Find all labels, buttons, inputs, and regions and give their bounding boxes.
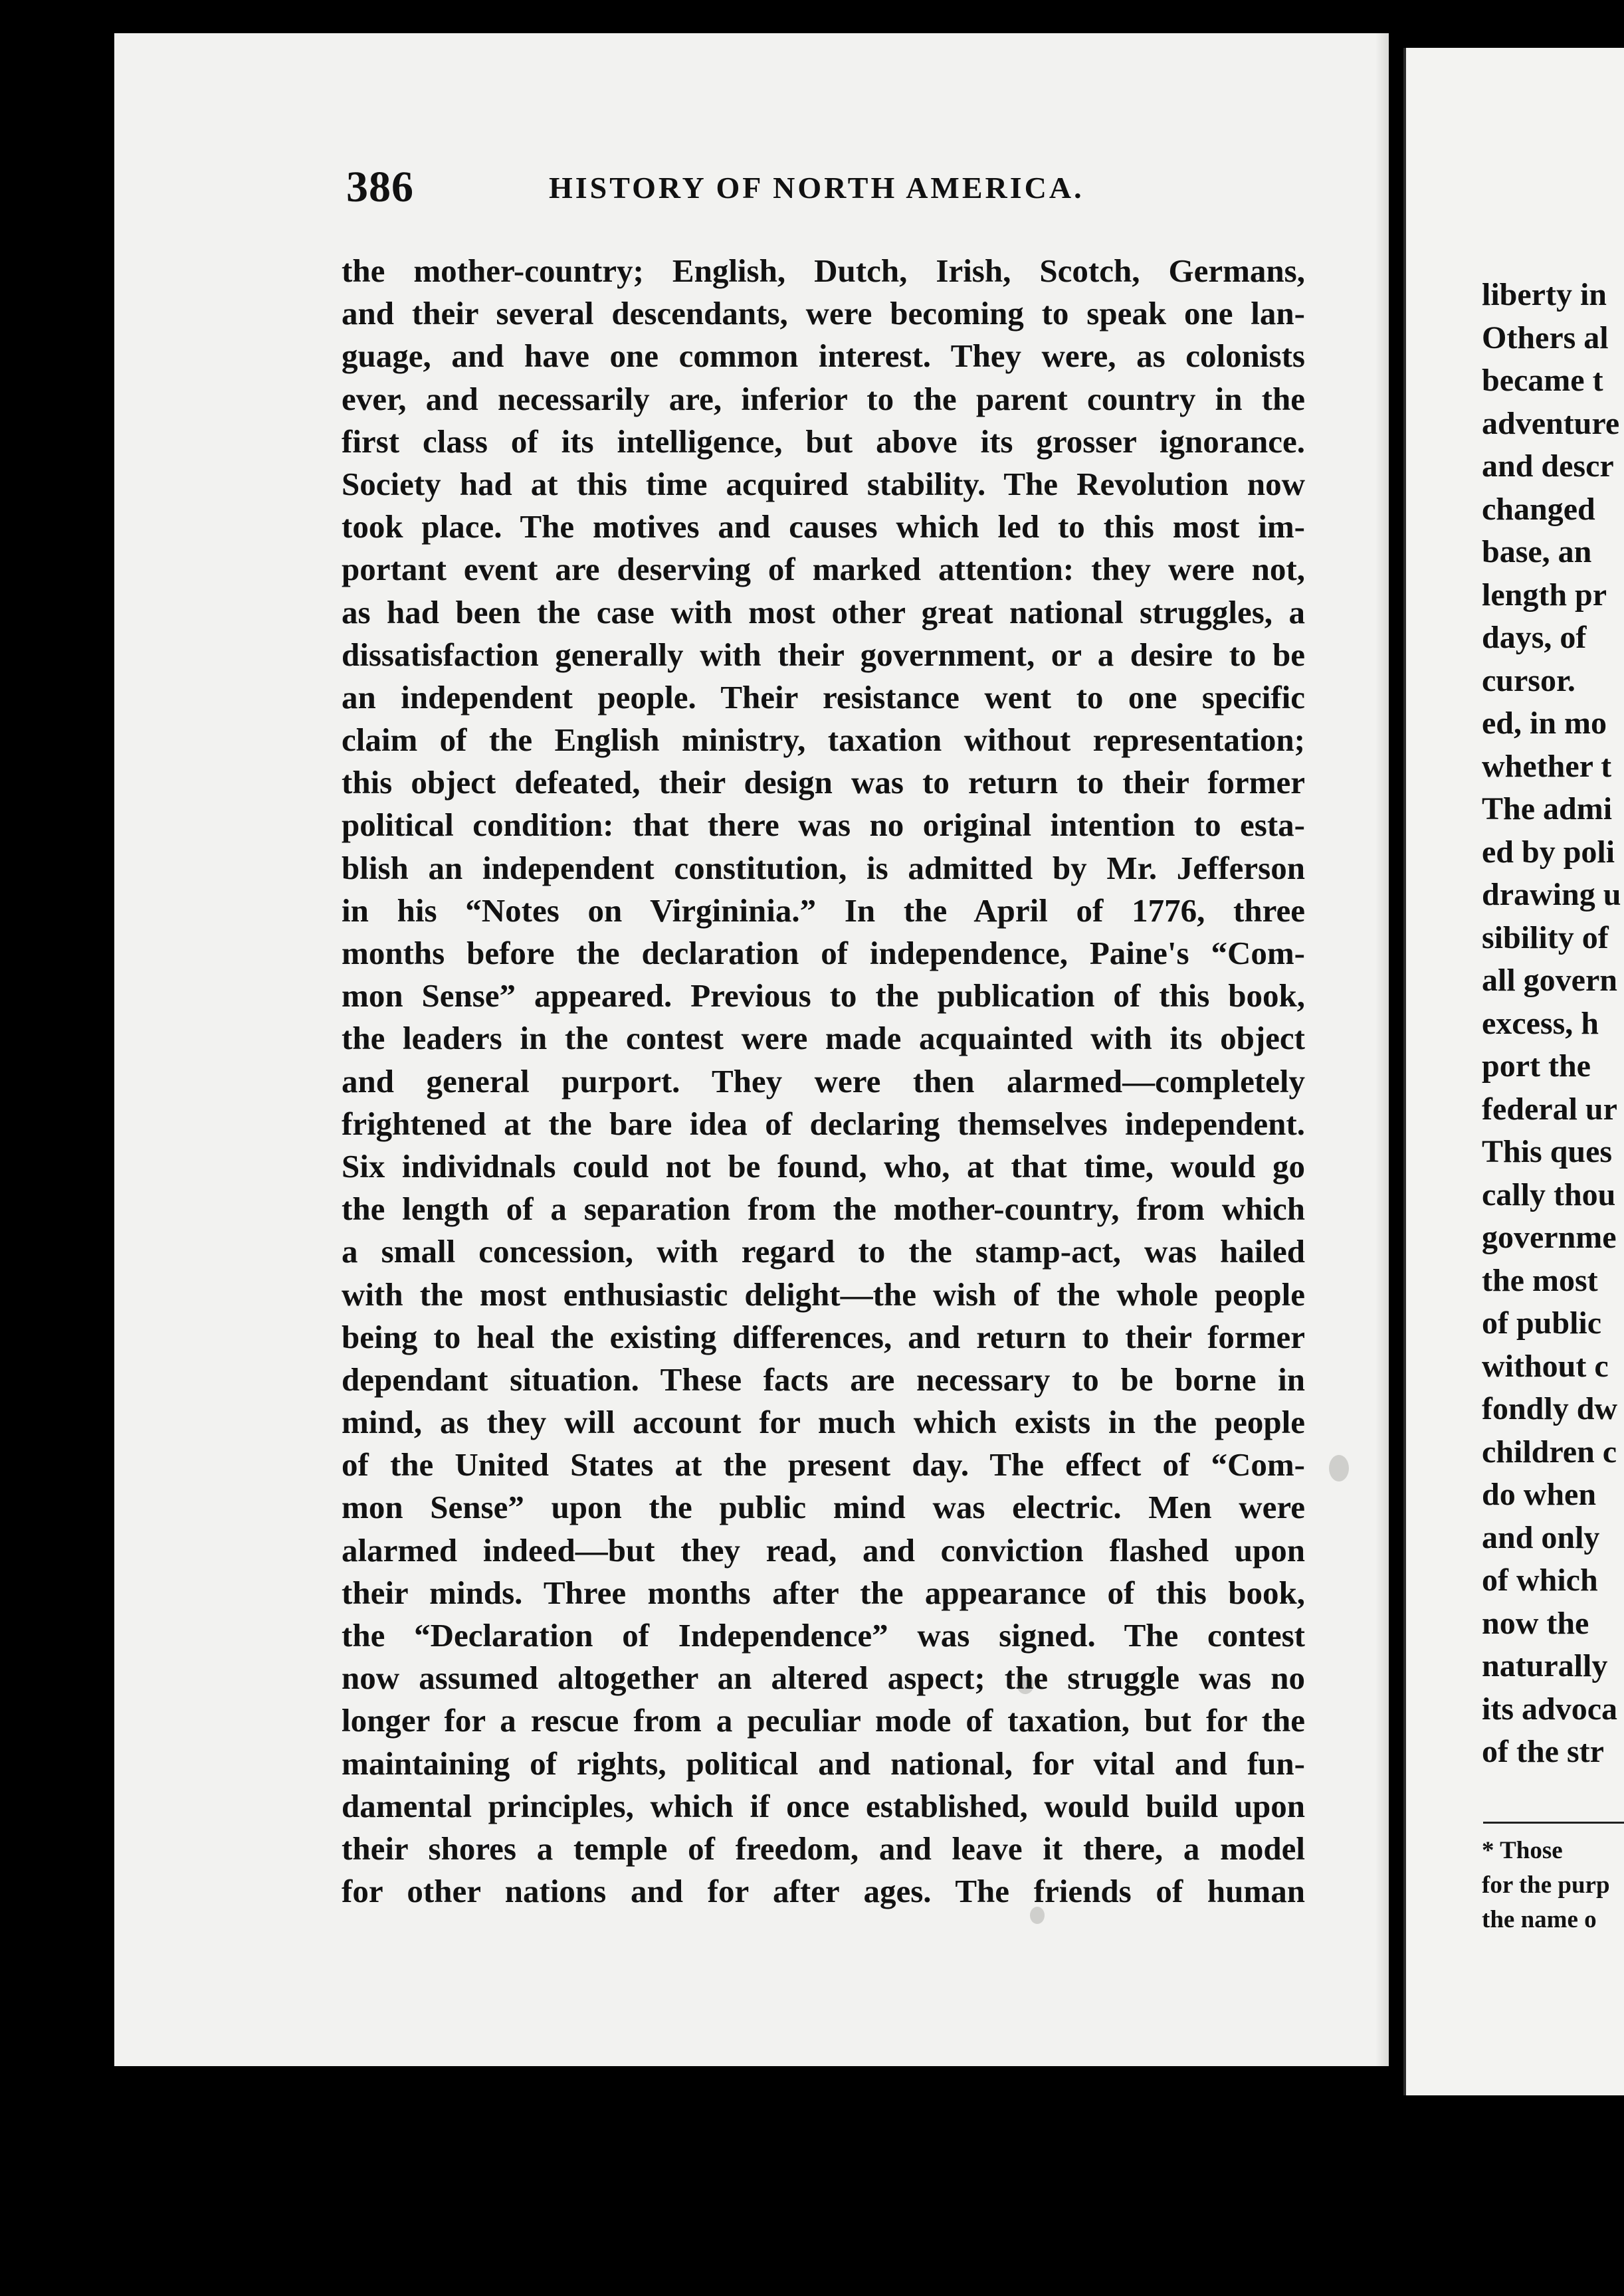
text-line: now the — [1482, 1605, 1589, 1641]
text-line: Society had at this time acquired stability. The Revolution now — [342, 465, 1305, 502]
text-line: whether t — [1482, 748, 1612, 784]
text-line: without c — [1482, 1348, 1609, 1384]
text-line: cursor. — [1482, 662, 1575, 698]
text-line: length pr — [1482, 577, 1607, 613]
text-line: drawing u — [1482, 877, 1621, 912]
left-page-body-text — [342, 250, 1305, 1913]
text-line: dissatisfaction generally with their government, or a desire to be — [342, 636, 1305, 673]
text-line: its advoca — [1482, 1691, 1617, 1727]
text-line: claim of the English ministry, taxation without representation; — [342, 721, 1305, 759]
text-line: mon Sense” appeared. Previous to the publication of this book, — [342, 977, 1305, 1014]
text-line: governme — [1482, 1220, 1617, 1255]
text-line: their minds. Three months after the appearance of this book, — [342, 1574, 1305, 1611]
text-line: ever, and necessarily are, inferior to the parent country in the — [342, 380, 1305, 417]
text-line: with the most enthusiastic delight—the wish of the whole people — [342, 1276, 1305, 1313]
text-line: longer for a rescue from a peculiar mode of taxation, but for the — [342, 1702, 1305, 1739]
text-line: naturally — [1482, 1648, 1608, 1683]
text-line: federal ur — [1482, 1091, 1617, 1127]
text-line: for other nations and for after ages. The friends of human — [342, 1873, 1305, 1910]
text-line: alarmed indeed—but they read, and conviction flashed upon — [342, 1531, 1305, 1569]
footnote-line: * Those — [1482, 1837, 1563, 1864]
text-line: portant event are deserving of marked attention: they were not, — [342, 551, 1305, 588]
text-line: and their several descendants, were becoming to speak one lan- — [342, 295, 1305, 332]
text-line: Others al — [1482, 320, 1609, 355]
text-line: the leaders in the contest were made acquainted with its object — [342, 1020, 1305, 1057]
footnote-line: for the purp — [1482, 1871, 1610, 1899]
running-header — [223, 162, 1342, 215]
text-line: mon Sense” upon the public mind was electric. Men were — [342, 1489, 1305, 1526]
text-line: excess, h — [1482, 1005, 1599, 1041]
text-line: frightened at the bare idea of declaring themselves independent. — [342, 1105, 1305, 1142]
text-line: days, of — [1482, 620, 1587, 655]
text-line: do when — [1482, 1477, 1597, 1512]
text-line: and only — [1482, 1519, 1600, 1555]
text-line: dependant situation. These facts are necessary to be borne in — [342, 1361, 1305, 1398]
text-line: now assumed altogether an altered aspect; the struggle was no — [342, 1660, 1305, 1697]
text-line: Six individnals could not be found, who, at that time, would go — [342, 1147, 1305, 1185]
page-number: 386 — [346, 163, 414, 211]
text-line: as had been the case with most other great national struggles, a — [342, 593, 1305, 630]
text-line: months before the declaration of independence, Paine's “Com- — [342, 935, 1305, 971]
text-line: their shores a temple of freedom, and leave it there, a model — [342, 1830, 1305, 1867]
text-line: the mother-country; English, Dutch, Irish, Scotch, Germans, — [342, 252, 1305, 289]
text-line: fondly dw — [1482, 1391, 1618, 1426]
text-line: This ques — [1482, 1134, 1613, 1169]
footnote-divider — [1483, 1822, 1624, 1824]
text-line: first class of its intelligence, but above its grosser ignorance. — [342, 423, 1305, 460]
text-line: and descr — [1482, 448, 1614, 484]
right-page-body-text — [1482, 274, 1624, 1774]
text-line: The admi — [1482, 791, 1613, 826]
text-line: blish an independent constitution, is admitted by Mr. Jefferson — [342, 849, 1305, 886]
text-line: political condition: that there was no original intention to esta- — [342, 807, 1305, 844]
text-line: changed — [1482, 491, 1595, 527]
text-line: and general purport. They were then alarmed—completely — [342, 1062, 1305, 1100]
footnote-line: the name o — [1482, 1906, 1597, 1933]
paper-speck — [1329, 1455, 1349, 1482]
text-line: ed by poli — [1482, 834, 1615, 870]
text-line: of the str — [1482, 1734, 1604, 1769]
text-line: port the — [1482, 1048, 1591, 1084]
text-line: being to heal the existing differences, and return to their former — [342, 1318, 1305, 1355]
text-line: of the United States at the present day. The effect of “Com- — [342, 1446, 1305, 1483]
text-line: in his “Notes on Virgininia.” In the April of 1776, three — [342, 892, 1305, 929]
text-line: an independent people. Their resistance went to one specific — [342, 678, 1305, 716]
text-line: became t — [1482, 363, 1603, 398]
text-line: liberty in — [1482, 277, 1607, 312]
text-line: a small concession, with regard to the stamp-act, was hailed — [342, 1233, 1305, 1270]
text-line: the “Declaration of Independence” was signed. The contest — [342, 1617, 1305, 1654]
text-line: damental principles, which if once established, would build upon — [342, 1787, 1305, 1824]
text-line: sibility of — [1482, 919, 1609, 955]
text-line: the length of a separation from the mother-country, from which — [342, 1191, 1305, 1228]
running-title: HISTORY OF NORTH AMERICA. — [549, 171, 1084, 205]
text-line: the most — [1482, 1262, 1598, 1298]
text-line: maintaining of rights, political and national, for vital and fun- — [342, 1745, 1305, 1782]
right-page-footnote — [1482, 1834, 1624, 1937]
text-line: base, an — [1482, 534, 1592, 569]
text-line: children c — [1482, 1434, 1617, 1470]
text-line: of which — [1482, 1563, 1598, 1598]
text-line: guage, and have one common interest. They were, as colonists — [342, 337, 1305, 375]
text-line: ed, in mo — [1482, 706, 1607, 741]
text-line: all govern — [1482, 963, 1617, 998]
text-line: took place. The motives and causes which led to this most im- — [342, 508, 1305, 545]
text-line: cally thou — [1482, 1177, 1616, 1212]
text-line: of public — [1482, 1305, 1602, 1341]
text-line: mind, as they will account for much which exists in the people — [342, 1404, 1305, 1441]
text-line: this object defeated, their design was to return to their former — [342, 764, 1305, 801]
text-line: adventure — [1482, 405, 1620, 441]
